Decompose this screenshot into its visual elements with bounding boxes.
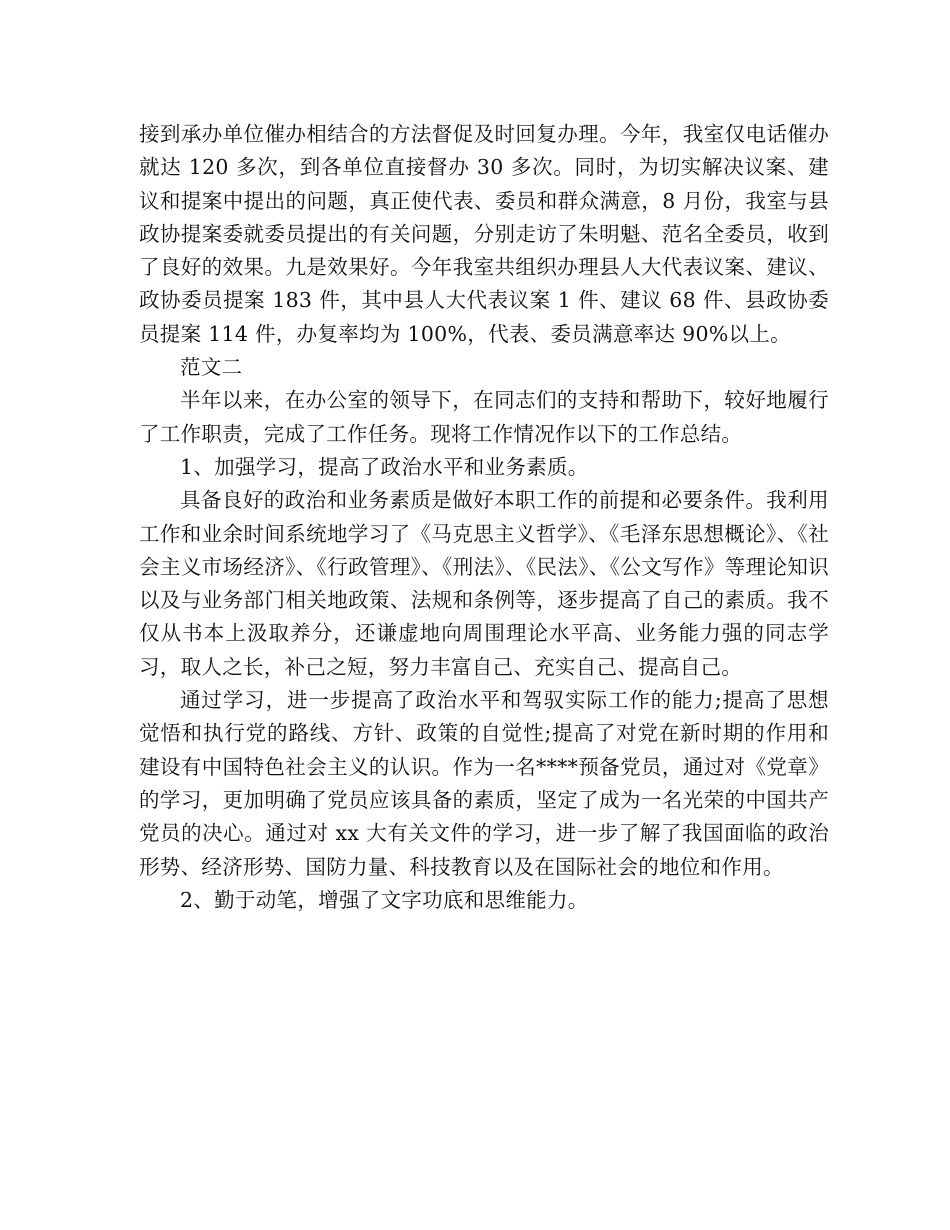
section-heading-2: 2、勤于动笔，增强了文字功底和思维能力。 xyxy=(180,887,589,912)
document-body xyxy=(139,118,829,917)
paragraph-intro: 半年以来，在办公室的领导下，在同志们的支持和帮助下，较好地履行了工作职责，完成了工作任务。现将工作情况作以下的工作总结。 xyxy=(139,388,829,446)
section-heading-1: 1、加强学习，提高了政治水平和业务素质。 xyxy=(180,454,589,479)
paragraph-continuation: 接到承办单位催办相结合的方法督促及时回复办理。今年，我室仅电话催办就达 120 多次，到各单位直接督办 30 多次。同时，为切实解决议案、建议和提案中提出的问题，真正使代表、委员和群众满意，8 月份，我室与县政协提案委就委员提出的有关问题，分别走访了朱明魁、范名全委员，收到了良好的效果。九是效果好。今年我室共组织办理县人大代表议案、建议、政协委员提案 183 件，其中县人大代表议案 1 件、建议 68 件、县政协委员提案 114 件，办复率均为 100%，代表、委员满意率达 90%以上。 xyxy=(139,122,829,346)
paragraph-study-results: 通过学习，进一步提高了政治水平和驾驭实际工作的能力;提高了思想觉悟和执行党的路线、方针、政策的自觉性;提高了对党在新时期的作用和建设有中国特色社会主义的认识。作为一名****预备党员，通过对《党章》的学习，更加明确了党员应该具备的素质，坚定了成为一名光荣的中国共产党员的决心。通过对 xx 大有关文件的学习，进一步了解了我国面临的政治形势、经济形势、国防力量、科技教育以及在国际社会的地位和作用。 xyxy=(139,688,829,879)
paragraph-study: 具备良好的政治和业务素质是做好本职工作的前提和必要条件。我利用工作和业余时间系统地学习了《马克思主义哲学》、《毛泽东思想概论》、《社会主义市场经济》、《行政管理》、《刑法》、《民法》、《公文写作》等理论知识以及与业务部门相关地政策、法规和条例等，逐步提高了自己的素质。我不仅从书本上汲取养分，还谦虚地向周围理论水平高、业务能力强的同志学习，取人之长，补己之短，努力丰富自己、充实自己、提高自己。 xyxy=(139,488,829,679)
section-title-example-two: 范文二 xyxy=(180,355,243,380)
